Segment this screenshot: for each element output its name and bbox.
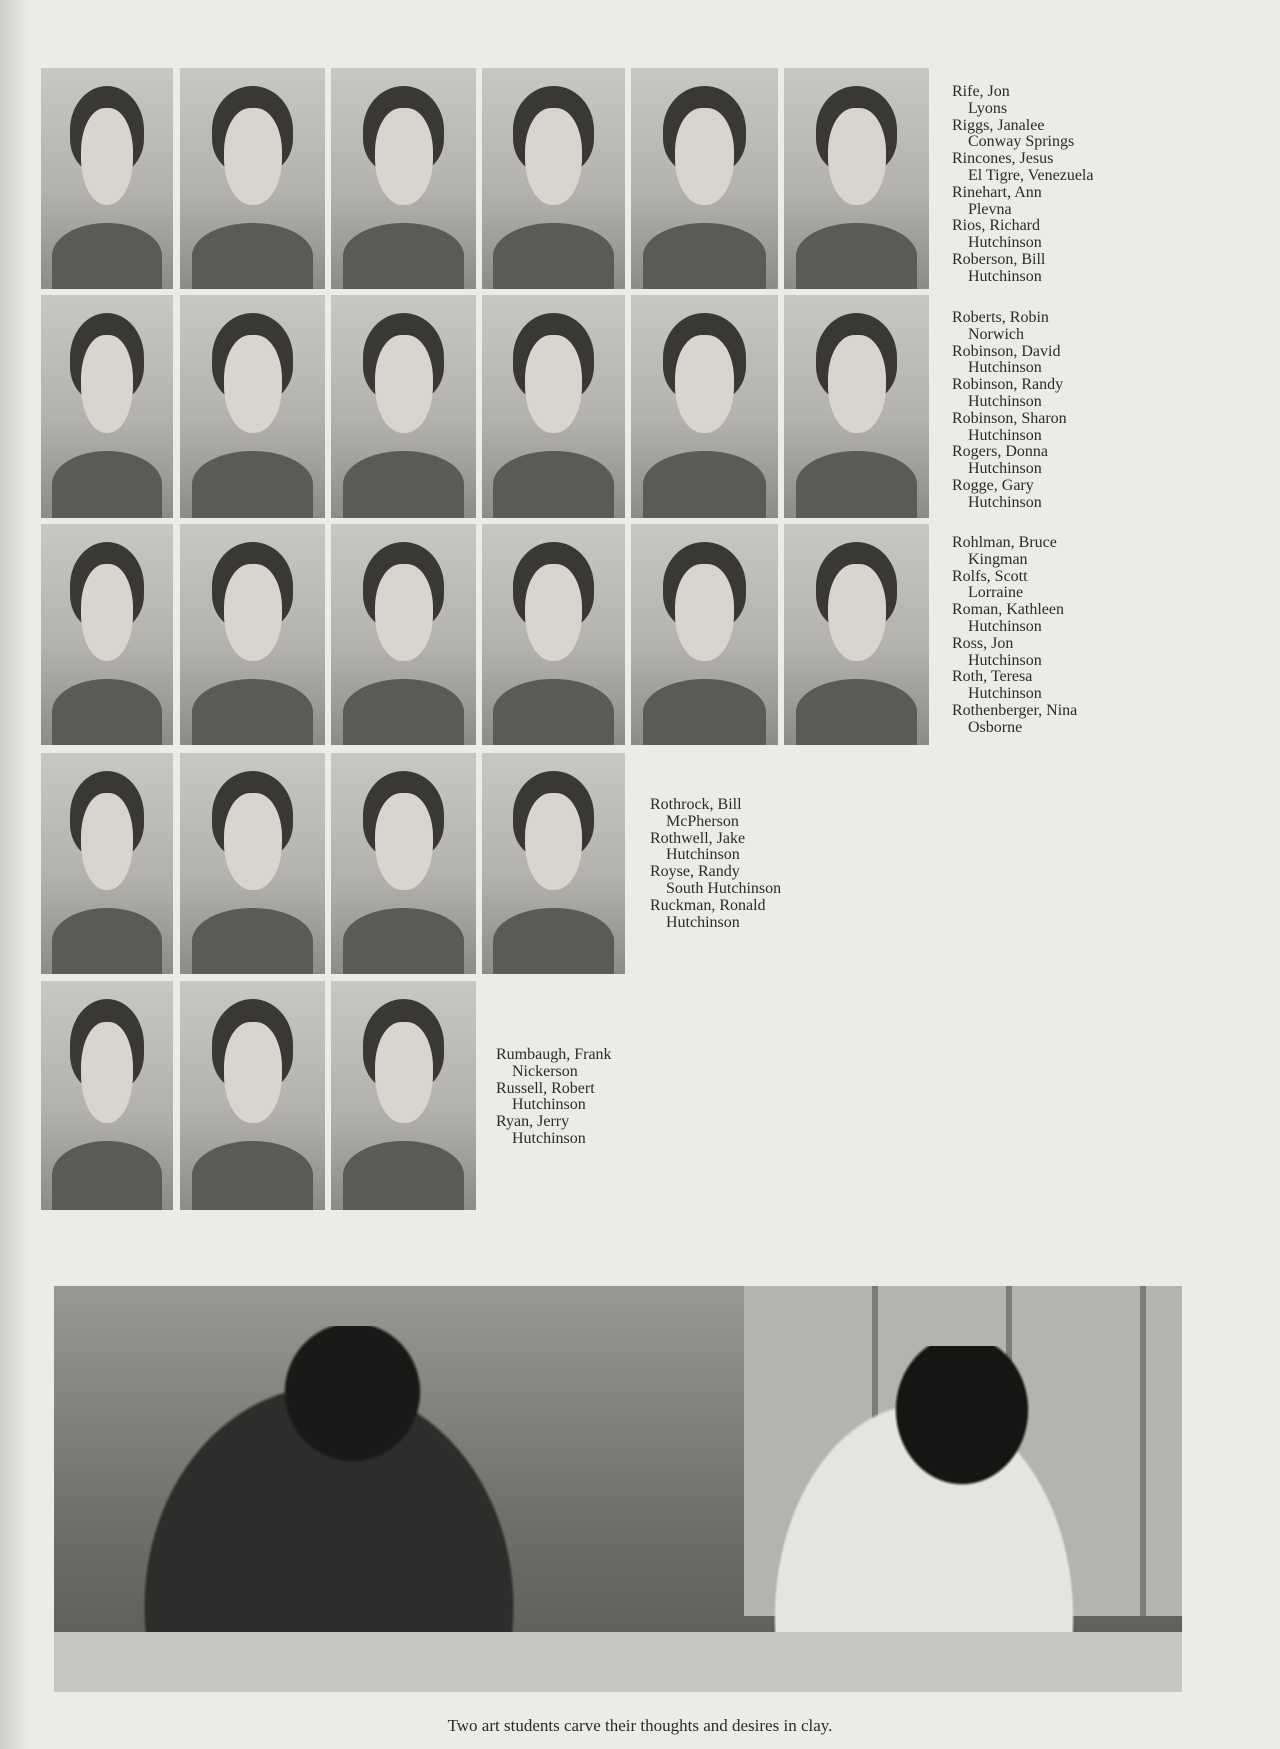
student-entry — [952, 185, 1093, 219]
portrait-face — [375, 335, 433, 433]
portrait-face — [81, 564, 134, 661]
student-hometown: Hutchinson — [666, 913, 740, 931]
student-name: Rumbaugh, Frank — [496, 1046, 612, 1063]
portrait-shoulders — [343, 679, 465, 745]
portrait-shoulders — [343, 908, 465, 974]
portrait-shoulders — [343, 451, 465, 518]
portrait-shoulders — [493, 908, 613, 974]
portrait-shoulders — [192, 679, 314, 745]
portrait-shoulders — [493, 679, 613, 745]
student-hometown: Hutchinson — [968, 493, 1042, 511]
student-hometown: Lyons — [968, 99, 1008, 117]
student-portrait — [482, 295, 625, 518]
portrait-face — [224, 108, 282, 205]
portrait-face — [81, 108, 134, 205]
student-name: Robinson, David — [952, 342, 1061, 360]
student-portrait — [180, 981, 325, 1210]
photo-caption: Two art students carve their thoughts and desires in clay. — [447, 1716, 833, 1735]
student-hometown: Nickerson — [512, 1062, 578, 1080]
portrait-face — [81, 335, 134, 433]
portrait-shoulders — [192, 908, 314, 974]
student-name: Rothwell, Jake — [650, 829, 746, 847]
student-entry — [952, 252, 1093, 286]
student-portrait — [631, 68, 778, 289]
student-portrait — [784, 68, 929, 289]
portrait-face — [828, 564, 886, 661]
student-name: Rolfs, Scott — [952, 567, 1028, 585]
student-portrait — [331, 981, 476, 1210]
student-name: Roth, Teresa — [952, 668, 1033, 686]
student-entry — [952, 602, 1077, 636]
portrait-face — [525, 335, 582, 433]
student-name: Ryan, Jerry — [496, 1113, 570, 1131]
portrait-shoulders — [643, 223, 766, 289]
student-hometown: Hutchinson — [968, 617, 1042, 635]
names-row-2 — [952, 310, 1067, 512]
student-entry — [496, 1114, 612, 1148]
student-portrait — [784, 524, 929, 745]
names-row-1 — [952, 84, 1093, 286]
portrait-face — [375, 108, 433, 205]
student-name: Rios, Richard — [952, 217, 1040, 235]
student-entry — [952, 636, 1077, 670]
portrait-shoulders — [493, 223, 613, 289]
student-portrait — [331, 753, 476, 974]
student-name: Robinson, Randy — [952, 376, 1064, 394]
student-hometown: South Hutchinson — [666, 879, 782, 897]
portrait-face — [224, 793, 282, 890]
student-entry — [952, 218, 1093, 252]
student-portrait — [180, 524, 325, 745]
portrait-shoulders — [796, 223, 918, 289]
student-portrait — [784, 295, 929, 518]
photo-desk — [54, 1632, 1182, 1692]
student-hometown: Osborne — [968, 718, 1023, 736]
student-entry — [952, 669, 1077, 703]
student-portrait — [482, 68, 625, 289]
student-name: Rogge, Gary — [952, 476, 1034, 494]
student-hometown: Kingman — [968, 550, 1028, 568]
portrait-shoulders — [343, 1141, 465, 1210]
student-name: Riggs, Janalee — [952, 116, 1045, 134]
names-row-4 — [650, 797, 781, 931]
student-hometown: Norwich — [968, 325, 1024, 343]
student-name: Russell, Robert — [496, 1079, 595, 1097]
student-hometown: Hutchinson — [512, 1129, 586, 1147]
student-hometown: Hutchinson — [968, 426, 1042, 444]
portrait-shoulders — [643, 679, 766, 745]
student-hometown: Hutchinson — [968, 685, 1042, 703]
student-portrait — [631, 295, 778, 518]
portrait-face — [224, 564, 282, 661]
portrait-face — [224, 335, 282, 433]
student-name: Rothenberger, Nina — [952, 701, 1078, 719]
art-students-photo — [54, 1286, 1182, 1692]
student-name: Ross, Jon — [952, 634, 1014, 652]
student-portrait — [482, 524, 625, 745]
student-name: Rinehart, Ann — [952, 183, 1042, 201]
student-hometown: Hutchinson — [968, 392, 1042, 410]
student-entry — [952, 569, 1077, 603]
student-hometown: Hutchinson — [666, 846, 740, 864]
student-portrait — [41, 68, 173, 289]
student-name: Roman, Kathleen — [952, 601, 1064, 619]
student-entry — [496, 1081, 612, 1115]
portrait-face — [375, 1022, 433, 1123]
portrait-shoulders — [192, 451, 314, 518]
student-name: Rife, Jon — [952, 83, 1010, 100]
student-entry — [952, 444, 1067, 478]
student-entry — [650, 797, 781, 831]
student-name: Roberts, Robin — [952, 309, 1049, 326]
student-portrait — [631, 524, 778, 745]
portrait-face — [675, 564, 734, 661]
student-hometown: Plevna — [968, 200, 1012, 218]
names-row-5 — [496, 1047, 612, 1148]
portrait-shoulders — [52, 908, 163, 974]
portrait-shoulders — [52, 679, 163, 745]
student-portrait — [180, 68, 325, 289]
student-entry — [650, 831, 781, 865]
student-entry — [952, 84, 1093, 118]
student-hometown: Hutchinson — [968, 460, 1042, 478]
student-portrait — [41, 753, 173, 974]
student-entry — [952, 310, 1067, 344]
student-entry — [952, 478, 1067, 512]
student-portrait — [331, 524, 476, 745]
student-portrait — [331, 68, 476, 289]
student-portrait — [180, 295, 325, 518]
student-name: Royse, Randy — [650, 863, 740, 881]
student-entry — [952, 703, 1077, 737]
student-hometown: McPherson — [666, 812, 739, 830]
portrait-face — [525, 793, 582, 890]
photo-student-left — [94, 1326, 564, 1656]
portrait-face — [525, 108, 582, 205]
portrait-shoulders — [52, 223, 163, 289]
portrait-face — [375, 564, 433, 661]
portrait-shoulders — [796, 451, 918, 518]
student-portrait — [41, 524, 173, 745]
portrait-shoulders — [796, 679, 918, 745]
student-entry — [952, 118, 1093, 152]
portrait-shoulders — [52, 1141, 163, 1210]
student-entry — [952, 535, 1077, 569]
student-name: Robinson, Sharon — [952, 409, 1067, 427]
student-hometown: Hutchinson — [968, 651, 1042, 669]
page-binding-shadow — [0, 0, 28, 1749]
student-entry — [650, 864, 781, 898]
portrait-face — [525, 564, 582, 661]
student-name: Rohlman, Bruce — [952, 534, 1057, 551]
student-entry — [952, 151, 1093, 185]
student-entry — [952, 344, 1067, 378]
student-hometown: Hutchinson — [968, 234, 1042, 252]
student-name: Ruckman, Ronald — [650, 896, 766, 914]
student-portrait — [331, 295, 476, 518]
photo-student-right — [734, 1346, 1114, 1666]
portrait-shoulders — [493, 451, 613, 518]
student-entry — [952, 411, 1067, 445]
portrait-face — [375, 793, 433, 890]
portrait-face — [81, 793, 134, 890]
portrait-shoulders — [192, 1141, 314, 1210]
portrait-face — [828, 108, 886, 205]
portrait-shoulders — [643, 451, 766, 518]
student-entry — [496, 1047, 612, 1081]
student-hometown: Lorraine — [968, 584, 1024, 602]
student-entry — [952, 377, 1067, 411]
portrait-face — [675, 335, 734, 433]
portrait-face — [828, 335, 886, 433]
portrait-shoulders — [52, 451, 163, 518]
student-portrait — [41, 981, 173, 1210]
student-name: Rothrock, Bill — [650, 796, 742, 813]
portrait-face — [81, 1022, 134, 1123]
student-hometown: El Tigre, Venezuela — [968, 166, 1094, 184]
portrait-face — [224, 1022, 282, 1123]
student-portrait — [180, 753, 325, 974]
student-name: Rincones, Jesus — [952, 150, 1054, 168]
names-row-3 — [952, 535, 1077, 737]
student-hometown: Hutchinson — [968, 359, 1042, 377]
student-portrait — [41, 295, 173, 518]
student-hometown: Conway Springs — [968, 133, 1075, 151]
student-hometown: Hutchinson — [968, 267, 1042, 285]
portrait-shoulders — [192, 223, 314, 289]
student-portrait — [482, 753, 625, 974]
student-hometown: Hutchinson — [512, 1096, 586, 1114]
student-name: Roberson, Bill — [952, 250, 1046, 268]
student-entry — [650, 898, 781, 932]
portrait-face — [675, 108, 734, 205]
student-name: Rogers, Donna — [952, 443, 1048, 461]
portrait-shoulders — [343, 223, 465, 289]
